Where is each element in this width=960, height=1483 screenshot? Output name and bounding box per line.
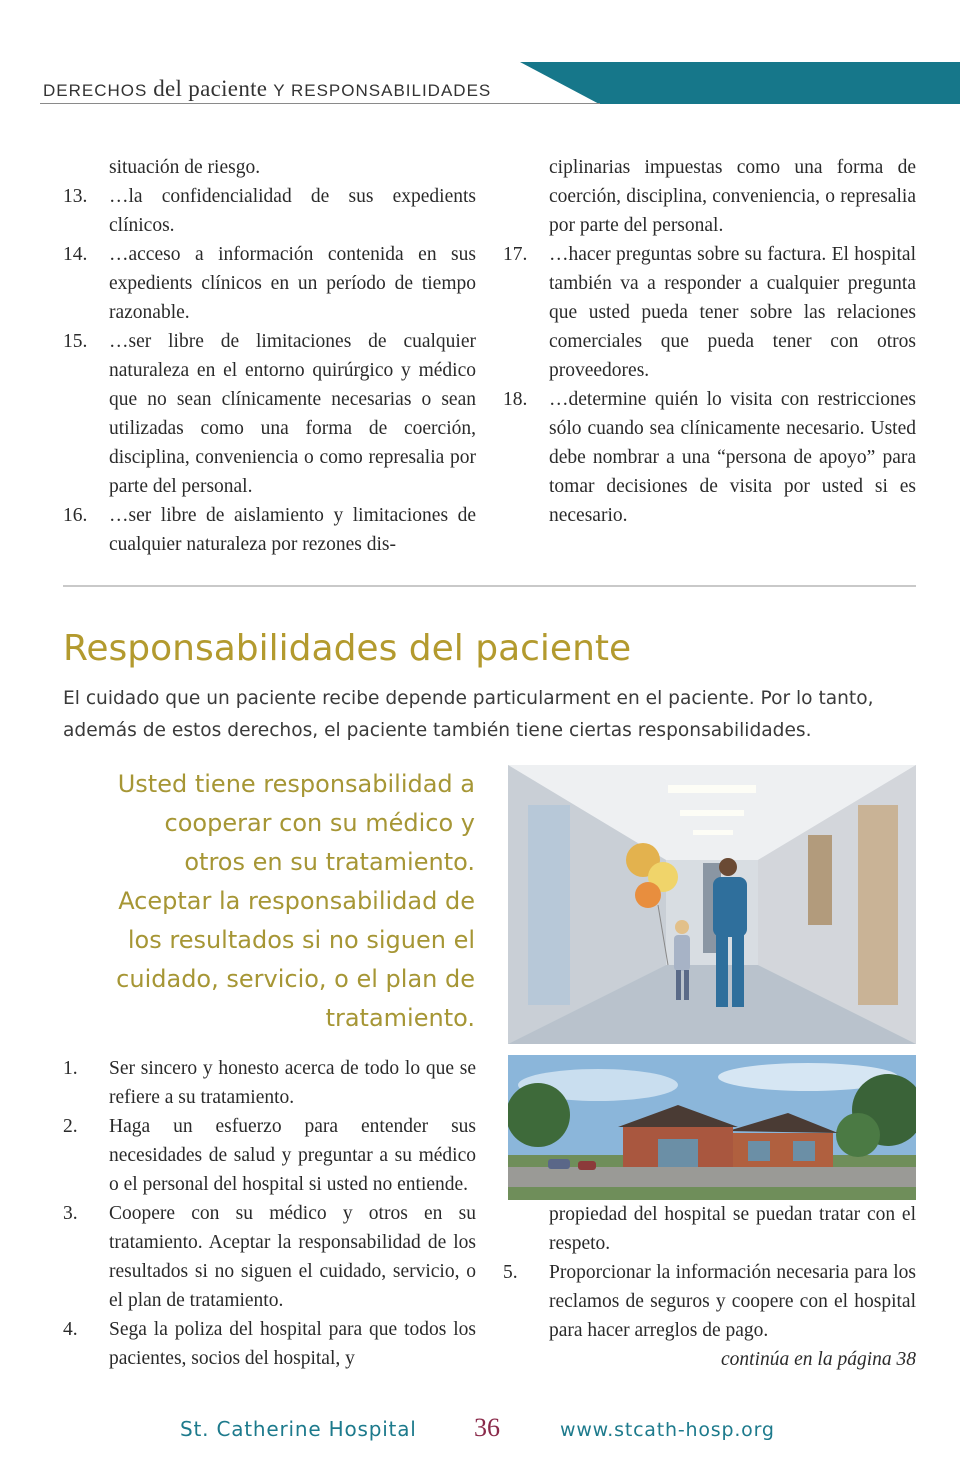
item-number: 15.	[63, 331, 88, 352]
rights-item	[63, 501, 476, 559]
header-title-part1: DERECHOS	[43, 81, 148, 100]
responsibility-item	[503, 1258, 916, 1345]
item-text: …hacer preguntas sobre su factura. El hospital también va a responder a cualquier pregunta que usted pueda tener sobre las relaciones comerciales que pueda tener con otros proveedores.	[549, 244, 916, 381]
hallway-photo	[508, 765, 916, 1044]
item-number: 13.	[63, 186, 88, 207]
item-number: 16.	[63, 505, 88, 526]
header-title-part3: Y RESPONSABILIDADES	[273, 81, 492, 100]
page-number: 36	[474, 1413, 500, 1442]
rights-item	[503, 385, 916, 530]
item-text: …la confidencialidad de sus expedients clínicos.	[109, 186, 476, 236]
item-number: 1.	[63, 1058, 78, 1079]
hospital-building-illustration	[508, 1055, 916, 1200]
header-title-part2: del paciente	[153, 76, 268, 101]
rights-item	[63, 182, 476, 240]
item-number: 14.	[63, 244, 88, 265]
rights-column-left	[63, 153, 476, 559]
section-divider	[63, 585, 916, 587]
rights-column-right	[503, 153, 916, 530]
continued-note: continúa en la página 38	[721, 1349, 916, 1370]
item-number: 18.	[503, 389, 528, 410]
item-text: …determine quién lo visita con restricciones sólo cuando sea clínicamente necesario. Usted debe nombrar a una “persona de apoyo” para tomar decisiones de visita por usted si es necesario.	[549, 389, 916, 526]
page-header	[0, 62, 960, 106]
section-intro: El cuidado que un paciente recibe depende particularment en el paciente. Por lo tanto, además de estos derechos, el paciente también tiene ciertas responsabilidades.	[63, 688, 874, 741]
item-text: Sega la poliza del hospital para que todos los pacientes, socios del hospital, y	[109, 1319, 476, 1369]
header-accent-band	[520, 62, 960, 104]
item-text: …acceso a información contenida en sus expedients clínicos en un período de tiempo razonable.	[109, 244, 476, 323]
header-rule	[40, 103, 600, 104]
item-text: …ser libre de aislamiento y limitaciones de cualquier naturaleza por rezones dis-	[109, 505, 476, 555]
item-number: 4.	[63, 1319, 78, 1340]
footer-hospital-name: St. Catherine Hospital	[180, 1417, 417, 1441]
responsibility-item	[63, 1315, 476, 1373]
item-text: Coopere con su médico y otros en su tratamiento. Aceptar la responsabilidad de los resultados si no siguen el cuidado, servicio, o el plan de tratamiento.	[109, 1203, 476, 1311]
responsibility-item	[63, 1199, 476, 1315]
footer-website-link[interactable]: www.stcath-hosp.org	[560, 1419, 775, 1441]
item-number: 2.	[63, 1116, 78, 1137]
rights-item	[503, 240, 916, 385]
item-number: 17.	[503, 244, 528, 265]
responsibility-item	[63, 1112, 476, 1199]
rights-right-continuation: ciplinarias impuestas como una forma de coerción, disciplina, conveniencia, o represalia por parte del personal.	[549, 157, 916, 236]
item-number: 5.	[503, 1262, 518, 1283]
rights-left-continuation: situación de riesgo.	[109, 157, 261, 178]
responsibilities-column-right	[503, 1200, 916, 1374]
item-text: Ser sincero y honesto acerca de todo lo que se refiere a su tratamiento.	[109, 1058, 476, 1108]
pull-quote: Usted tiene responsabilidad a cooperar con su médico y otros en su tratamiento. Aceptar la responsabilidad de los resultados si no siguen el cuidado, servicio, o el plan de tratamiento.	[116, 770, 475, 1032]
responsibility-continuation: propiedad del hospital se puedan tratar con el respeto.	[549, 1204, 916, 1254]
item-text: Proporcionar la información necesaria para los reclamos de seguros y coopere con el hospital para hacer arreglos de pago.	[549, 1262, 916, 1341]
rights-item	[63, 240, 476, 327]
item-number: 3.	[63, 1203, 78, 1224]
section-title: Responsabilidades del paciente	[63, 628, 632, 669]
item-text: Haga un esfuerzo para entender sus necesidades de salud y preguntar a su médico o el personal del hospital si usted no entiende.	[109, 1116, 476, 1195]
responsibilities-column-left	[63, 1054, 476, 1373]
item-text: …ser libre de limitaciones de cualquier naturaleza en el entorno quirúrgico y médico que no sean clínicamente necesarias o sean utilizadas como una forma de coerción, disciplina, conveniencia o como represalia por parte del personal.	[109, 331, 476, 497]
header-title	[43, 76, 491, 102]
rights-item	[63, 327, 476, 501]
responsibility-item	[63, 1054, 476, 1112]
